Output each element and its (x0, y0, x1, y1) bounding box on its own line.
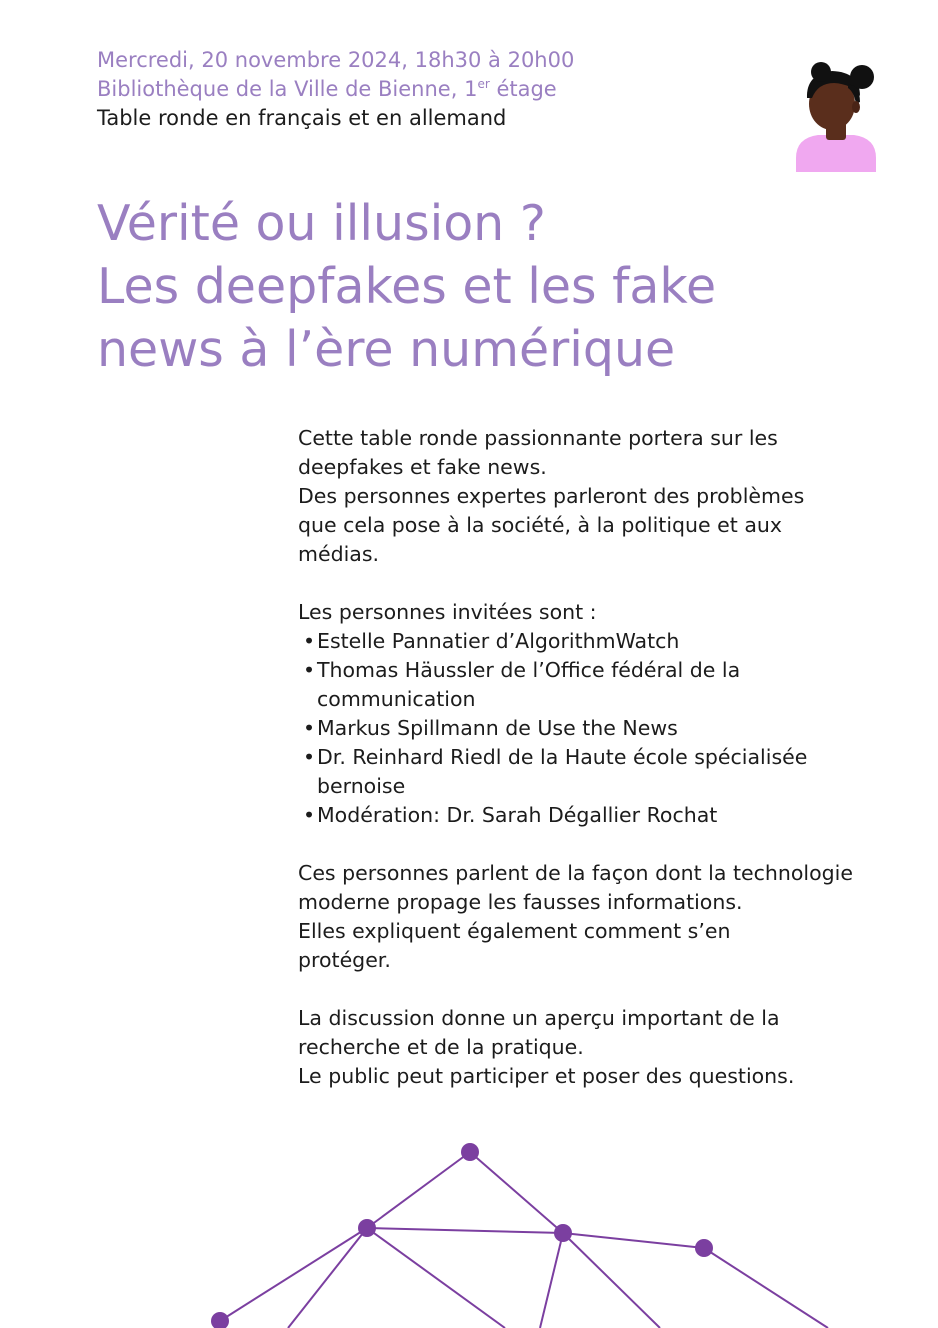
technology-paragraph (298, 859, 898, 975)
guest-list (298, 627, 898, 830)
title-line-1: Vérité ou illusion ? (97, 195, 546, 252)
title-line-3: news à l’ère numérique (97, 321, 676, 378)
technology-line-3: Elles expliquent également comment s’en (298, 919, 731, 943)
person-avatar-icon (790, 58, 882, 174)
intro-line-5: médias. (298, 542, 380, 566)
floor-superscript: er (477, 77, 490, 91)
bullet-icon: • (303, 629, 316, 653)
guest-name: Estelle Pannatier d’AlgorithmWatch (317, 629, 680, 653)
network-node (554, 1224, 572, 1242)
event-location (97, 75, 574, 104)
bullet-icon: • (303, 716, 316, 740)
event-date: Mercredi, 20 novembre 2024, 18h30 à 20h00 (97, 48, 575, 72)
intro-line-3: Des personnes expertes parleront des problèmes (298, 484, 805, 508)
discussion-line-1: La discussion donne un aperçu important de la (298, 1006, 780, 1030)
guest-name: Modération: Dr. Sarah Dégallier Rochat (317, 803, 718, 827)
discussion-line-3: Le public peut participer et poser des questions. (298, 1064, 795, 1088)
intro-line-1: Cette table ronde passionnante portera sur les (298, 426, 778, 450)
event-description (298, 424, 898, 1091)
technology-line-4: protéger. (298, 948, 391, 972)
title-line-2: Les deepfakes et les fake (97, 258, 717, 315)
guest-item (298, 627, 898, 656)
network-node (695, 1239, 713, 1257)
guest-item (298, 714, 898, 743)
paragraph-spacer (298, 975, 898, 1004)
intro-paragraph (298, 424, 898, 569)
technology-line-1: Ces personnes parlent de la façon dont la technologie (298, 861, 853, 885)
paragraph-spacer (298, 569, 898, 598)
guest-name: Markus Spillmann de Use the News (317, 716, 678, 740)
event-location-floor: étage (489, 77, 557, 101)
event-location-text: Bibliothèque de la Ville de Bienne, 1 (97, 77, 478, 101)
discussion-line-2: recherche et de la pratique. (298, 1035, 584, 1059)
network-node (358, 1219, 376, 1237)
bullet-icon: • (303, 803, 316, 827)
guest-item (298, 743, 847, 801)
discussion-paragraph (298, 1004, 898, 1091)
page-title (97, 192, 817, 381)
network-node (461, 1143, 479, 1161)
bullet-icon: • (303, 658, 316, 682)
guest-item (298, 801, 898, 830)
technology-line-2: moderne propage les fausses informations. (298, 890, 743, 914)
guest-name: Thomas Häussler de l’Office fédéral de la communication (317, 658, 741, 711)
network-graph-decoration (0, 1130, 938, 1328)
bullet-icon: • (303, 745, 316, 769)
guests-heading: Les personnes invitées sont : (298, 600, 597, 624)
intro-line-4: que cela pose à la société, à la politique et aux (298, 513, 783, 537)
guest-item (298, 656, 777, 714)
event-language: Table ronde en français et en allemand (97, 106, 507, 130)
intro-line-2: deepfakes et fake news. (298, 455, 547, 479)
event-info (97, 46, 574, 133)
network-node (211, 1312, 229, 1328)
paragraph-spacer (298, 830, 898, 859)
guest-name: Dr. Reinhard Riedl de la Haute école spécialisée bernoise (317, 745, 808, 798)
